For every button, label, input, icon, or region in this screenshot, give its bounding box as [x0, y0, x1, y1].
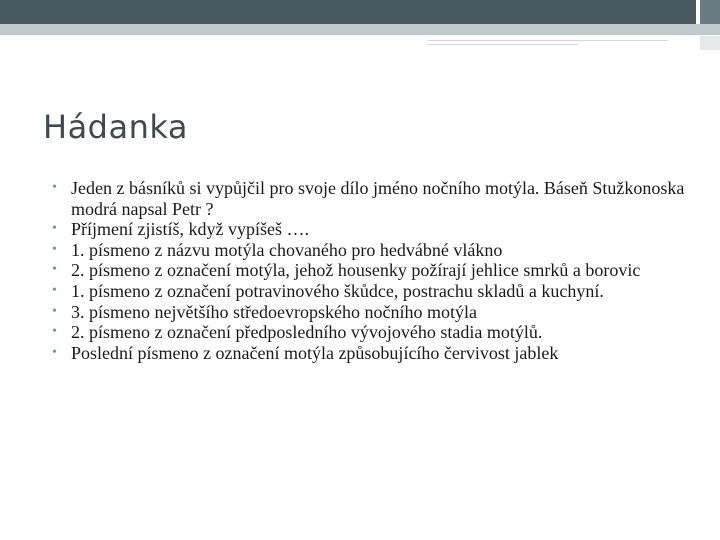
bullet-item	[52, 240, 692, 261]
bullet-item	[52, 219, 692, 240]
header-decor-line	[428, 40, 668, 41]
bullet-item	[52, 343, 692, 364]
bullet-item	[52, 302, 692, 323]
header-corner-decor	[700, 36, 720, 50]
header-bar-dark	[0, 0, 696, 24]
bullet-text: 2. písmeno z označení předposledního vývojového stadia motýlů.	[71, 322, 543, 343]
bullet-text: Příjmení zjistíš, když vypíšeš ….	[71, 219, 309, 240]
bullet-text: 1. písmeno z označení potravinového škůdce, postrachu skladů a kuchyní.	[71, 280, 604, 301]
bullet-dot-icon: •	[52, 282, 57, 298]
bullet-dot-icon: •	[52, 221, 57, 237]
header-decor-line-short	[428, 44, 578, 45]
bullet-item	[52, 322, 692, 343]
slide-title: Hádanka	[43, 108, 188, 146]
bullet-dot-icon: •	[52, 180, 57, 195]
header-corner-block	[700, 0, 720, 24]
bullet-dot-icon: •	[52, 303, 57, 319]
bullet-item	[52, 260, 692, 281]
header-bar-light	[0, 24, 720, 35]
bullet-dot-icon: •	[52, 241, 57, 257]
bullet-text: Poslední písmeno z označení motýla způsobujícího červivost jablek	[71, 342, 559, 363]
bullet-item	[52, 281, 692, 302]
bullet-text: 3. písmeno největšího středoevropského nočního motýla	[71, 301, 477, 322]
bullet-text: 2. písmeno z označení motýla, jehož housenky požírají jehlice smrků a borovic	[71, 260, 641, 281]
bullet-text: 1. písmeno z názvu motýla chovaného pro hedvábné vlákno	[71, 239, 503, 260]
bullet-item	[52, 178, 692, 219]
bullet-dot-icon: •	[52, 344, 57, 360]
bullet-list	[52, 178, 692, 363]
bullet-dot-icon: •	[52, 262, 57, 278]
bullet-text: Jeden z básníků si vypůjčil pro svoje dílo jméno nočního motýla. Báseň Stužkonoska modrá napsal Petr ?	[71, 178, 685, 219]
bullet-dot-icon: •	[52, 324, 57, 340]
